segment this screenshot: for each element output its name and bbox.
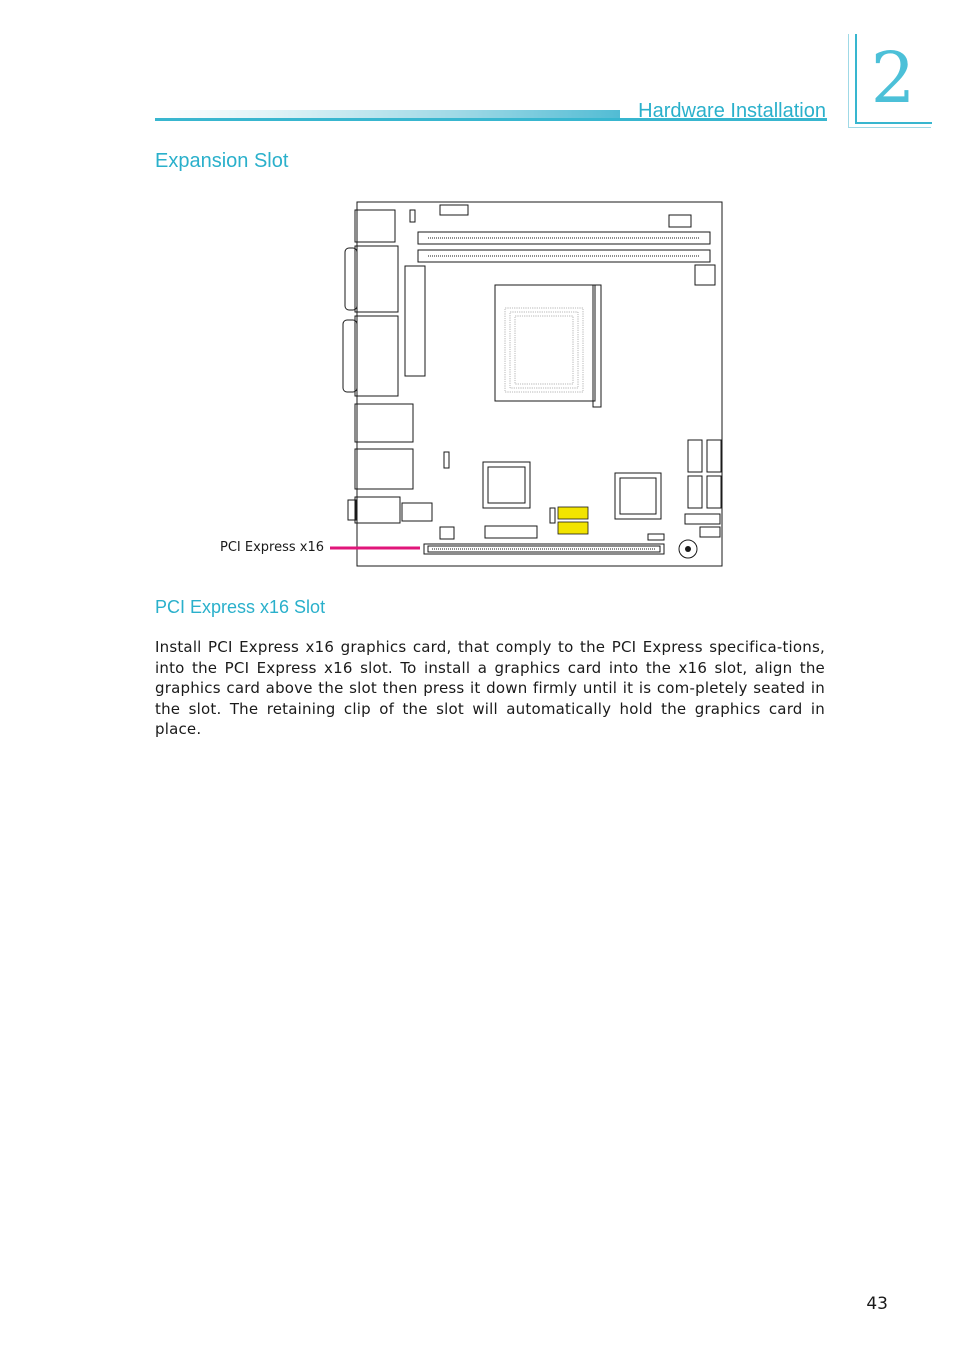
section-title: Hardware Installation <box>638 100 826 122</box>
io-usb-2 <box>355 449 413 489</box>
sata-3 <box>688 476 702 508</box>
sata-4 <box>707 476 721 508</box>
chipset-2 <box>615 473 661 519</box>
pcie-small-header <box>648 534 664 540</box>
small-jumper-top <box>410 210 415 222</box>
expansion-slot-heading: Expansion Slot <box>155 150 289 172</box>
installation-paragraph: Install PCI Express x16 graphics card, that comply to the PCI Express specifica-tions, into the PCI Express x16 slot. To install a graphics card into the x16 slot, align the graphics card above the slot then press it down firmly until it is com-pletely seated in the slot. The retaining clip of the slot will automatically hold the graphics card in place. <box>155 638 825 738</box>
board-outline <box>357 202 722 566</box>
io-serial <box>355 246 398 312</box>
jumper-mini <box>550 508 555 523</box>
cpu-socket-lever <box>593 285 601 407</box>
io-vga <box>355 316 398 396</box>
pcie-x16-heading: PCI Express x16 Slot <box>155 597 326 617</box>
pcie-callout-label: PCI Express x16 <box>219 540 324 555</box>
page-number: 43 <box>866 1294 888 1314</box>
small-jumper-mid <box>444 452 449 468</box>
chipset-2-inner <box>620 478 656 514</box>
audio-header <box>402 503 432 521</box>
fan-connector <box>669 215 691 227</box>
chipset-1-inner <box>488 467 525 503</box>
power-connector-main <box>405 266 425 376</box>
sata-2 <box>707 440 721 472</box>
io-usb-1 <box>355 210 395 242</box>
chapter-number: 2 <box>870 37 916 119</box>
top-header <box>440 205 468 215</box>
io-lan <box>355 404 413 442</box>
power-connector-4pin <box>695 265 715 285</box>
chipset-1 <box>483 462 530 508</box>
small-connector-bottom <box>440 527 454 539</box>
small-connector-right <box>700 527 720 537</box>
mini-pcie-slot <box>485 526 537 538</box>
io-audio <box>355 497 400 523</box>
motherboard-diagram <box>330 195 730 575</box>
sata-1 <box>688 440 702 472</box>
front-panel-header <box>685 514 720 524</box>
cpu-pin-grid <box>505 308 583 392</box>
jumper-blocks <box>558 507 588 534</box>
